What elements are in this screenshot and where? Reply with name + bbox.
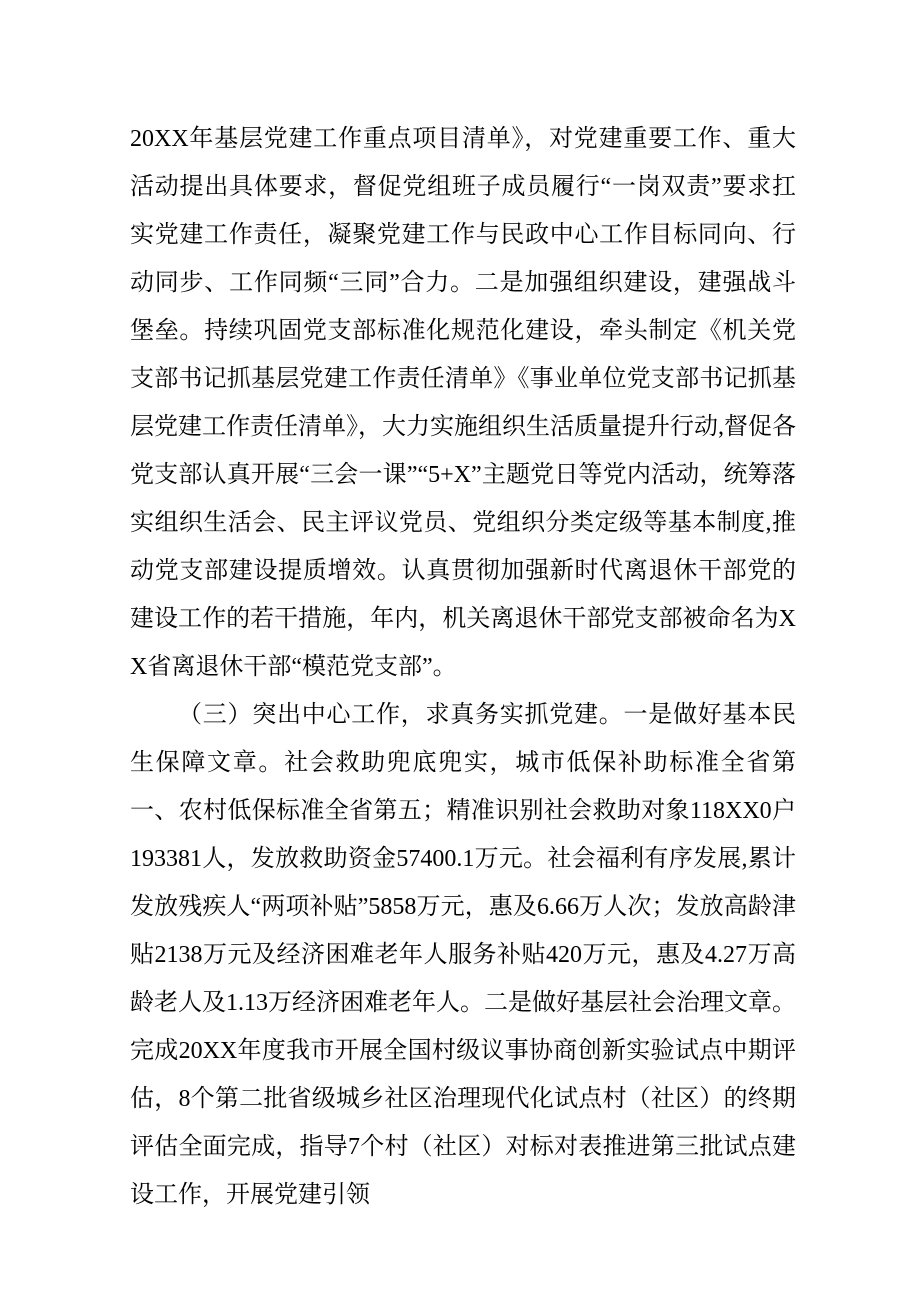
document-text-block xyxy=(130,115,796,1219)
paragraph-continuation: 20XX年基层党建工作重点项目清单》，对党建重要工作、重大活动提出具体要求，督促党组班子成员履行“一岗双责”要求扛实党建工作责任，凝聚党建工作与民政中心工作目标同向、行动同步、工作同频“三同”合力。二是加强组织建设，建强战斗堡垒。持续巩固党支部标准化规范化建设，牵头制定《机关党支部书记抓基层党建工作责任清单》《事业单位党支部书记抓基层党建工作责任清单》，大力实施组织生活质量提升行动,督促各党支部认真开展“三会一课”“5+X”主题党日等党内活动，统筹落实组织生活会、民主评议党员、党组织分类定级等基本制度,推动党支部建设提质增效。认真贯彻加强新时代离退休干部党的建设工作的若干措施，年内，机关离退休干部党支部被命名为XX省离退休干部“模范党支部”。 xyxy=(130,126,796,680)
paragraph-section-three: （三）突出中心工作，求真务实抓党建。一是做好基本民生保障文章。社会救助兜底兜实，城市低保补助标准全省第一、农村低保标准全省第五；精准识别社会救助对象118XX0户193381人，发放救助资金57400.1万元。社会福利有序发展,累计发放残疾人“两项补贴”5858万元，惠及6.66万人次；发放高龄津贴2138万元及经济困难老年人服务补贴420万元，惠及4.27万高龄老人及1.13万经济困难老年人。二是做好基层社会治理文章。完成20XX年度我市开展全国村级议事协商创新实验试点中期评估，8个第二批省级城乡社区治理现代化试点村（社区）的终期评估全面完成，指导7个村（社区）对标对表推进第三批试点建设工作，开展党建引领 xyxy=(130,702,796,1208)
